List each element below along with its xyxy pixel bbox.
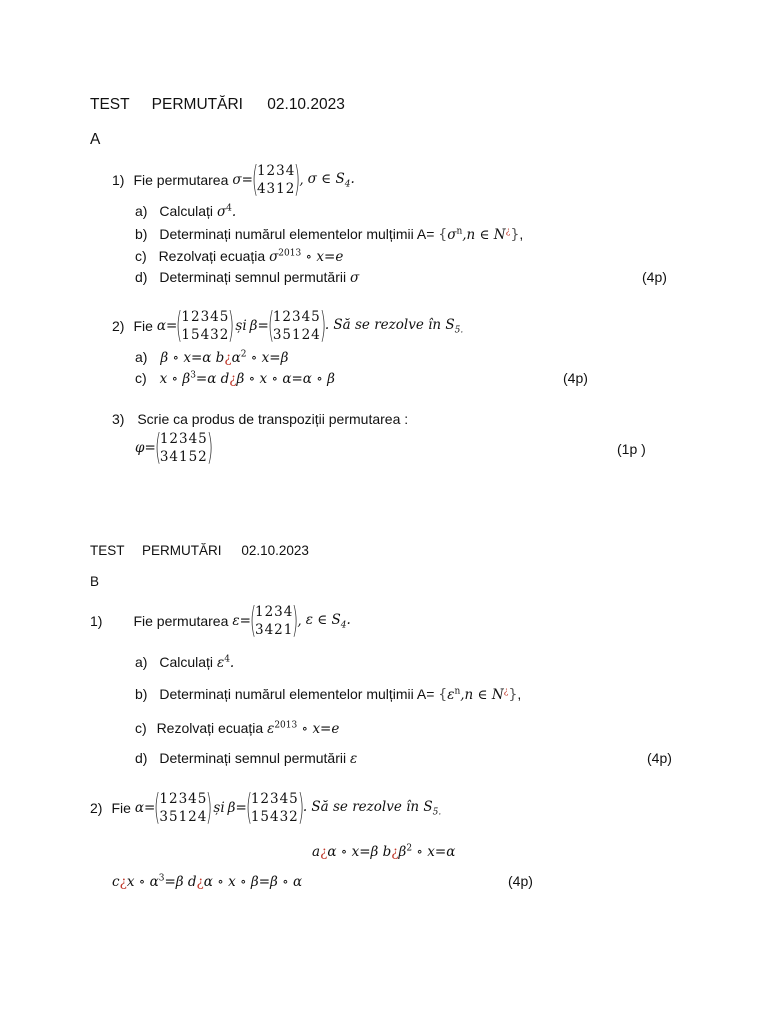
a-q3-points: (1p ) bbox=[617, 441, 646, 457]
a-q2-alpha-permutation: ( 12345 15432 ) bbox=[176, 305, 235, 346]
a-q1-points: (4p) bbox=[642, 269, 667, 285]
math-glyph: ¿ bbox=[320, 844, 328, 860]
b-q1-member-sub: 4 bbox=[340, 620, 347, 631]
perm-top-row: 12345 bbox=[272, 309, 321, 325]
b-q1-symbol: ε bbox=[232, 613, 240, 629]
a-q1-comma: , bbox=[299, 172, 304, 188]
item-text: Determinați numărul elementelor mulțimii A= bbox=[159, 686, 435, 702]
math-exponent: n bbox=[454, 686, 461, 697]
b-q1-points: (4p) bbox=[647, 750, 672, 766]
a-q2-end-dot: . bbox=[460, 325, 464, 336]
item-label: c) bbox=[135, 370, 147, 386]
a-q2-a bbox=[135, 349, 288, 366]
item-end: , bbox=[517, 686, 522, 702]
math-part: =β d bbox=[164, 874, 197, 890]
perm-bottom-row: 4312 bbox=[256, 181, 296, 197]
heading-test: TEST bbox=[90, 96, 130, 113]
math-part: α ∘ x=β b bbox=[327, 844, 392, 860]
math-part: ∘ x=β bbox=[250, 350, 289, 366]
b-q1-end: . bbox=[346, 611, 351, 628]
b-q2-alpha-permutation: ( 12345 35124 ) bbox=[154, 787, 213, 828]
a-q3 bbox=[112, 411, 408, 427]
math-exponent: 4 bbox=[224, 654, 230, 665]
heading-b bbox=[90, 543, 309, 558]
a-q2-alpha: α= bbox=[156, 318, 178, 334]
math-rest: ,n ∈ N bbox=[462, 227, 506, 243]
math-exponent: n bbox=[456, 226, 463, 237]
b-q2-end-sub: 5 bbox=[432, 807, 439, 818]
heading-topic: PERMUTĂRI bbox=[151, 96, 243, 113]
math-symbol: ε bbox=[349, 751, 358, 767]
perm-bottom-row: 35124 bbox=[159, 809, 208, 825]
a-q2 bbox=[112, 305, 464, 346]
math-exponent: 3 bbox=[158, 873, 165, 884]
item-text: Calculați bbox=[159, 654, 214, 670]
b-q2-ab bbox=[312, 843, 455, 860]
item-label: c) bbox=[135, 248, 147, 264]
a-q2-points: (4p) bbox=[563, 370, 588, 386]
math-exponent: 2013 bbox=[278, 248, 302, 259]
a-q1 bbox=[112, 159, 355, 200]
heading-a bbox=[90, 96, 345, 114]
a-q1-a bbox=[135, 203, 236, 220]
b-q1-c bbox=[135, 720, 339, 737]
math-part: a bbox=[312, 844, 321, 860]
perm-top-row: 1234 bbox=[255, 604, 294, 620]
a-q2-beta-permutation: ( 12345 35124 ) bbox=[267, 305, 326, 346]
math-symbol: ε bbox=[267, 721, 275, 737]
math-glyph: ¿ bbox=[119, 874, 127, 890]
a-q1-member-sub: 4 bbox=[344, 179, 351, 190]
perm-bottom-row: 15432 bbox=[181, 327, 230, 343]
math-symbol: σ bbox=[349, 270, 360, 286]
math-part: c bbox=[112, 874, 120, 890]
math-exponent: 4 bbox=[226, 203, 232, 214]
math-rest: ∘ x=e bbox=[301, 721, 340, 737]
b-q1-eq: = bbox=[239, 613, 251, 629]
item-text: Determinați numărul elementelor mulțimii A= bbox=[159, 226, 435, 242]
perm-top-row: 12345 bbox=[250, 791, 299, 807]
item-text: Rezolvați ecuația bbox=[158, 248, 266, 264]
a-q2-number: 2) bbox=[112, 318, 125, 334]
a-q3-text: Scrie ca produs de transpoziții permutarea : bbox=[137, 411, 409, 427]
a-q1-number: 1) bbox=[112, 172, 125, 188]
math-exponent: 2013 bbox=[274, 720, 298, 731]
b-q2-number: 2) bbox=[90, 800, 103, 816]
math-rest: ,n ∈ N bbox=[460, 687, 504, 703]
a-q2-beta: β= bbox=[249, 318, 269, 334]
math-glyph: ¿ bbox=[391, 844, 399, 860]
math-glyph: ¿ bbox=[224, 350, 232, 366]
math-part: =α d bbox=[195, 371, 230, 387]
a-q1-permutation: ( 1234 4312 ) bbox=[251, 159, 301, 200]
item-label: b) bbox=[135, 686, 148, 702]
item-label: d) bbox=[135, 750, 148, 766]
a-q2-end: . Să se rezolve în S bbox=[324, 316, 455, 333]
math-part: x ∘ β bbox=[159, 371, 191, 387]
b-q1-a bbox=[135, 654, 234, 671]
heading-test: TEST bbox=[90, 543, 125, 558]
math-glyph: ¿ bbox=[229, 371, 237, 387]
a-q1-member: σ ∈ S bbox=[307, 170, 345, 187]
b-q2-end-dot: . bbox=[438, 807, 442, 818]
a-q1-b: b) Determinați numărul elementelor mulțimii $A= \{\sigma^n,n$ ∈ N¿}, bbox=[135, 226, 524, 243]
math-part: β ∘ x=α b bbox=[160, 350, 225, 366]
math-glyph: ¿ bbox=[505, 226, 511, 237]
b-q1-text: Fie permutarea bbox=[133, 613, 229, 629]
b-q1-number: 1) bbox=[90, 613, 103, 629]
b-q1-member: ε ∈ S bbox=[305, 611, 341, 628]
item-end: , bbox=[519, 226, 524, 242]
math-part: α ∘ x ∘ β=β ∘ α bbox=[203, 874, 303, 890]
math-part: ∘ x=α bbox=[416, 844, 456, 860]
heading-date: 02.10.2023 bbox=[241, 543, 309, 558]
a-q2-text: Fie bbox=[133, 318, 153, 334]
a-q1-eq: = bbox=[241, 172, 253, 188]
a-q1-end: . bbox=[350, 170, 355, 187]
a-q3-number: 3) bbox=[112, 411, 125, 427]
perm-top-row: 1234 bbox=[256, 163, 296, 179]
b-q1-b: b) Determinați numărul elementelor mulțimii $A= \{\varepsilon^n,n$ ∈ N¿}, bbox=[135, 686, 522, 703]
math-part: β bbox=[398, 844, 407, 860]
a-q3-phi bbox=[135, 427, 213, 468]
perm-bottom-row: 3421 bbox=[255, 622, 294, 638]
item-text: Determinați semnul permutării bbox=[159, 269, 347, 285]
math-symbol: ε bbox=[447, 687, 455, 703]
perm-top-row: 12345 bbox=[181, 309, 230, 325]
a-q3-phi-symbol: φ= bbox=[135, 440, 156, 456]
math-exponent: 2 bbox=[406, 843, 413, 854]
math-exponent: 2 bbox=[240, 349, 247, 360]
math-end: . bbox=[231, 204, 237, 220]
b-q1-permutation: ( 1234 3421 ) bbox=[249, 600, 299, 641]
variant-label-a: A bbox=[90, 131, 101, 148]
item-label: c) bbox=[135, 720, 147, 736]
heading-date: 02.10.2023 bbox=[267, 96, 345, 113]
b-q1-comma: , bbox=[297, 613, 302, 629]
a-q1-text: Fie permutarea bbox=[133, 172, 229, 188]
math-symbol: σ bbox=[447, 227, 457, 243]
math-symbol: σ bbox=[269, 249, 279, 265]
item-label: a) bbox=[135, 349, 148, 365]
a-q2-end-sub: 5 bbox=[454, 325, 461, 336]
b-q2-text: Fie bbox=[111, 800, 131, 816]
item-text: Calculați bbox=[159, 203, 214, 219]
a-q1-c bbox=[135, 248, 343, 265]
math-rest: ∘ x=e bbox=[305, 249, 344, 265]
math-glyph: ¿ bbox=[196, 874, 204, 890]
perm-bottom-row: 35124 bbox=[272, 327, 321, 343]
variant-label-b: B bbox=[90, 574, 100, 589]
item-text: Rezolvați ecuația bbox=[156, 720, 264, 736]
math-part: α bbox=[231, 350, 241, 366]
math-end: . bbox=[229, 655, 235, 671]
item-label: b) bbox=[135, 226, 148, 242]
item-label: a) bbox=[135, 654, 148, 670]
b-q2-cd bbox=[112, 873, 302, 890]
b-q2-si: și bbox=[213, 800, 225, 816]
b-q2-end: . Să se rezolve în S bbox=[302, 798, 433, 815]
b-q2-beta-permutation: ( 12345 15432 ) bbox=[245, 787, 304, 828]
perm-bottom-row: 34152 bbox=[159, 449, 208, 465]
math-symbol: ε bbox=[216, 655, 225, 671]
math-exponent: 3 bbox=[190, 370, 196, 381]
b-q2-beta: β= bbox=[227, 800, 247, 816]
math-part: x ∘ α bbox=[126, 874, 159, 890]
b-q1-d bbox=[135, 750, 357, 767]
b-q2-points: (4p) bbox=[508, 873, 533, 889]
math-glyph: ¿ bbox=[503, 686, 509, 697]
b-q1 bbox=[90, 600, 351, 641]
math-part: β ∘ x ∘ α=α ∘ β bbox=[236, 371, 335, 387]
a-q3-permutation: ( 12345 34152 ) bbox=[154, 427, 213, 468]
a-q2-c bbox=[135, 370, 335, 387]
a-q2-si: și bbox=[235, 318, 247, 334]
a-q1-symbol: σ bbox=[232, 172, 242, 188]
b-q2 bbox=[90, 787, 442, 828]
item-label: d) bbox=[135, 269, 148, 285]
math-symbol: σ bbox=[216, 204, 227, 220]
perm-bottom-row: 15432 bbox=[250, 809, 299, 825]
item-text: Determinați semnul permutării bbox=[159, 750, 347, 766]
perm-top-row: 12345 bbox=[159, 431, 208, 447]
heading-topic: PERMUTĂRI bbox=[142, 543, 222, 558]
item-label: a) bbox=[135, 203, 148, 219]
b-q2-alpha: α= bbox=[134, 800, 156, 816]
perm-top-row: 12345 bbox=[159, 791, 208, 807]
a-q1-d bbox=[135, 269, 359, 286]
